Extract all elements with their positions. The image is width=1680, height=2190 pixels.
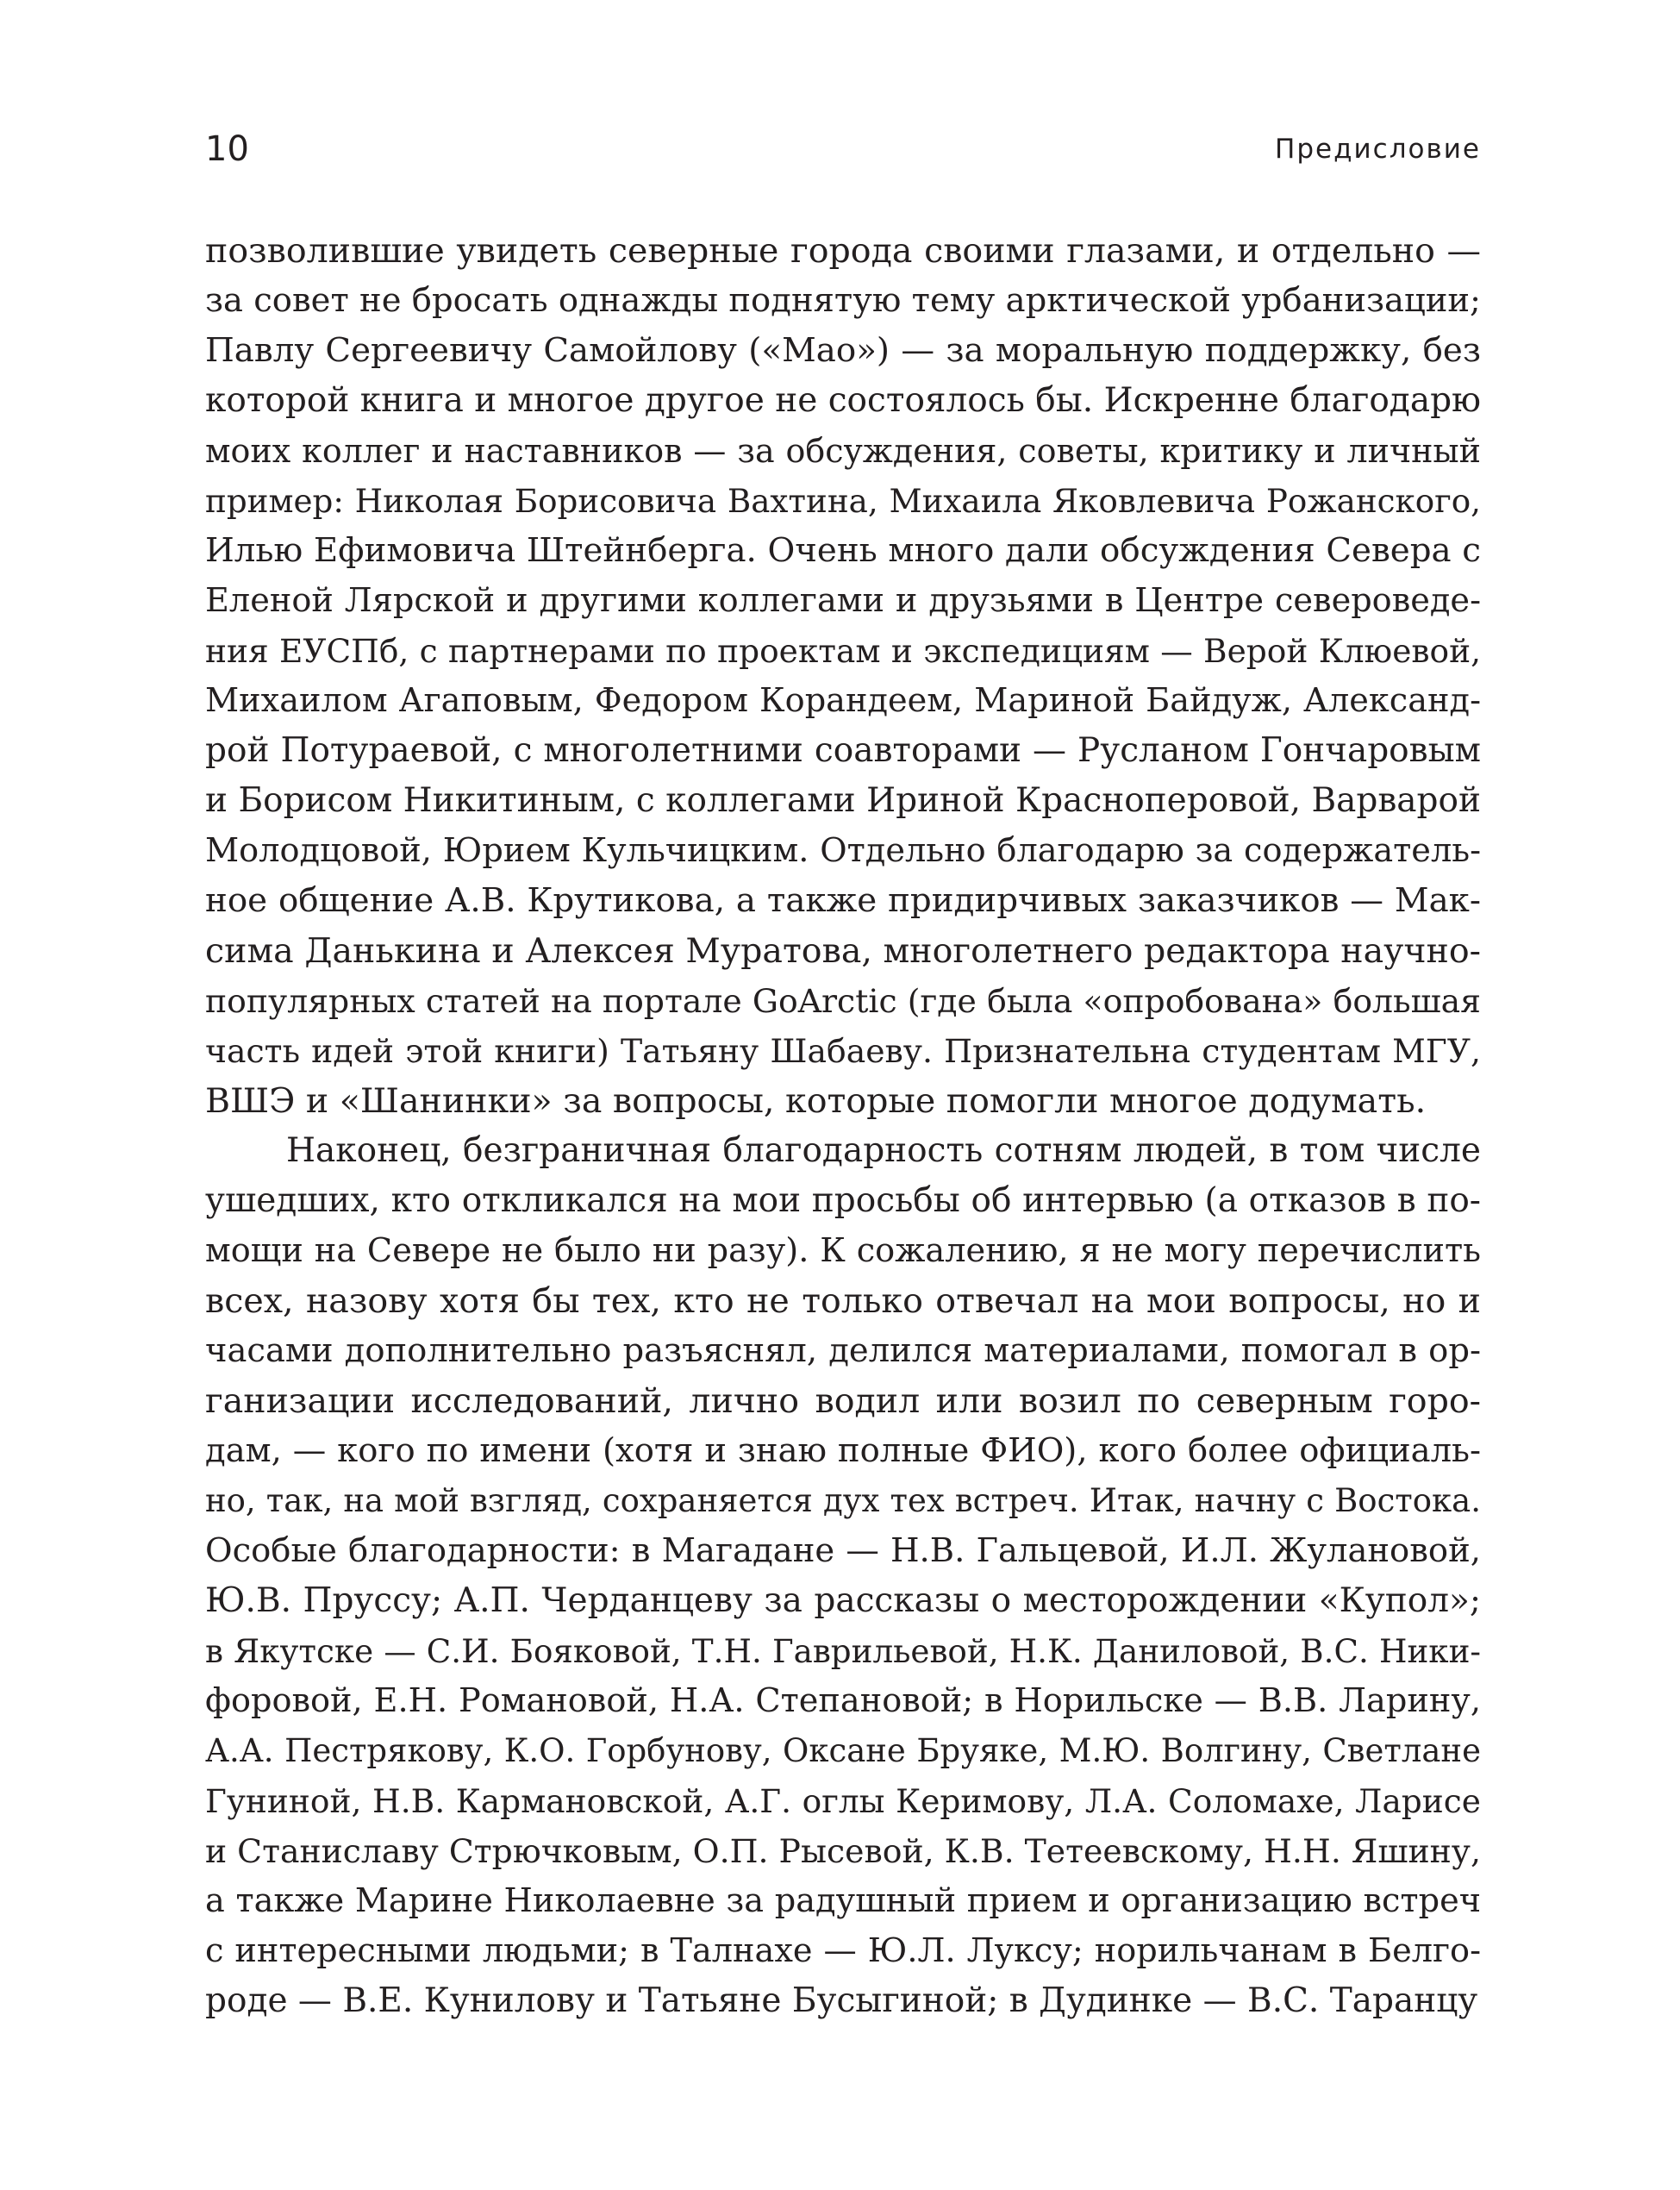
text-line: Павлу Сергеевичу Самойлову («Мао») — за моральную поддержку, без <box>205 331 1481 370</box>
text-line: пример: Николая Борисовича Вахтина, Михаила Яковлевича Рожанского, <box>205 482 1481 520</box>
paragraph <box>205 226 1481 1126</box>
running-head: Предисловие <box>1275 134 1481 165</box>
page-header <box>205 119 1481 179</box>
text-line: роде — В.Е. Кунилову и Татьяне Бусыгиной; в Дудинке — В.С. Таранцу <box>205 1981 1478 2020</box>
text-line: Ю.В. Пруссу; А.П. Черданцеву за рассказы о месторождении «Купол»; <box>205 1581 1481 1620</box>
text-line: Михаилом Агаповым, Федором Корандеем, Мариной Байдуж, Александ- <box>205 681 1481 720</box>
text-body <box>205 226 1481 2026</box>
text-line: Еленой Лярской и другими коллегами и друзьями в Центре североведе- <box>205 581 1481 620</box>
text-line: которой книга и многое другое не состоялось бы. Искренне благодарю <box>205 381 1481 420</box>
text-line: А.А. Пестрякову, К.О. Горбунову, Оксане Бруяке, М.Ю. Волгину, Светлане <box>205 1732 1481 1769</box>
text-line: ное общение А.В. Крутикова, а также придирчивых заказчиков — Мак- <box>205 881 1481 920</box>
text-line: часами дополнительно разъяснял, делился материалами, помогал в ор- <box>205 1331 1481 1370</box>
text-line: сима Данькина и Алексея Муратова, многолетнего редактора научно- <box>205 931 1481 971</box>
text-line: рой Потураевой, с многолетними соавторами — Русланом Гончаровым <box>205 731 1481 770</box>
text-line: моих коллег и наставников — за обсуждения, советы, критику и личный <box>205 432 1481 470</box>
text-line: за совет не бросать однажды поднятую тему арктической урбанизации; <box>205 281 1481 320</box>
text-line: ВШЭ и «Шанинки» за вопросы, которые помогли многое додумать. <box>205 1081 1427 1121</box>
text-line: и Борисом Никитиным, с коллегами Ириной Красноперовой, Варварой <box>205 781 1481 820</box>
text-line: ганизации исследований, лично водил или возил по северным горо- <box>205 1381 1481 1421</box>
text-line: всех, назову хотя бы тех, кто не только отвечал на мои вопросы, но и <box>205 1281 1481 1321</box>
text-line: Наконец, безграничная благодарность сотням людей, в том числе <box>286 1131 1481 1170</box>
text-line: и Станиславу Стрючковым, О.П. Рысевой, К.В. Тетеевскому, Н.Н. Яшину, <box>205 1832 1481 1870</box>
text-line: форовой, Е.Н. Романовой, Н.А. Степановой; в Норильске — В.В. Ларину, <box>205 1681 1481 1720</box>
text-line: Илью Ефимовича Штейнберга. Очень много дали обсуждения Севера с <box>205 531 1481 570</box>
text-line: в Якутске — С.И. Бояковой, Т.Н. Гаврильевой, Н.К. Даниловой, В.С. Ники- <box>205 1632 1481 1670</box>
text-line: часть идей этой книги) Татьяну Шабаеву. Признательна студентам МГУ, <box>205 1032 1481 1070</box>
text-line: ушедших, кто откликался на мои просьбы об интервью (а отказов в по- <box>205 1181 1481 1220</box>
text-line: позволившие увидеть северные города своими глазами, и отдельно — <box>205 231 1481 271</box>
text-line: популярных статей на портале GoArctic (где была «опробована» большая <box>205 982 1481 1020</box>
text-line: Молодцовой, Юрием Кульчицким. Отдельно благодарю за содержатель- <box>205 831 1481 870</box>
text-line: Особые благодарности: в Магадане — Н.В. Гальцевой, И.Л. Жулановой, <box>205 1531 1481 1570</box>
page-number: 10 <box>205 129 249 169</box>
text-line: а также Марине Николаевне за радушный прием и организацию встреч <box>205 1881 1481 1920</box>
text-line: дам, — кого по имени (хотя и знаю полные ФИО), кого более официаль- <box>205 1431 1481 1470</box>
text-line: с интересными людьми; в Талнахе — Ю.Л. Луксу; норильчанам в Белго- <box>205 1931 1481 1970</box>
text-line: мощи на Севере не было ни разу). К сожалению, я не могу перечислить <box>205 1231 1481 1270</box>
paragraph <box>205 1126 1481 2026</box>
text-line: но, так, на мой взгляд, сохраняется дух тех встреч. Итак, начну с Востока. <box>205 1482 1481 1519</box>
text-line: Гуниной, Н.В. Кармановской, А.Г. оглы Керимову, Л.А. Соломахе, Ларисе <box>205 1782 1481 1820</box>
text-line: ния ЕУСПб, с партнерами по проектам и экспедициям — Верой Клюевой, <box>205 632 1481 670</box>
